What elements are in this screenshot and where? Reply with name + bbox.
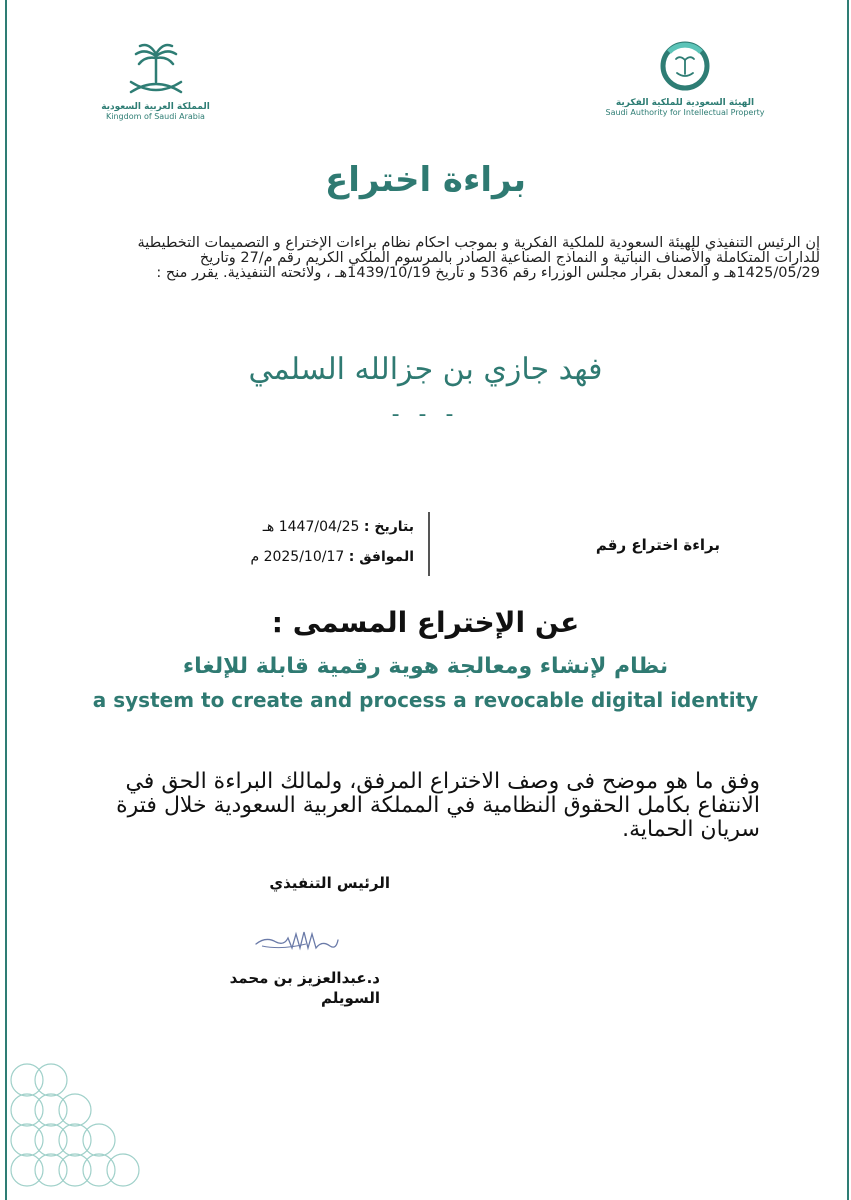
patent-number-label: براءة اختراع رقم [595,536,720,554]
palm-swords-emblem-icon [121,40,191,96]
saip-emblem-icon [657,40,713,92]
invention-heading: عن الإختراع المسمى : [271,606,580,639]
decorative-pattern [7,1040,157,1200]
saip-name-en: Saudi Authority for Intellectual Property [605,108,765,117]
date-block [230,512,430,576]
saip-logo [600,40,770,117]
hijri-date-row [230,512,414,542]
hijri-date-label: بتاريخ : [363,519,414,535]
certificate-title: براءة اختراع [325,160,526,200]
invention-title-en: a system to create and process a revocable digital identity [92,688,759,712]
separator: - - - [391,402,460,427]
gregorian-date-value: 2025/10/17 م [250,549,345,565]
preamble-text: إن الرئيس التنفيذي للهيئة السعودية للملكية الفكرية و بموجب احكام نظام براءات الإختراع و التصميمات التخطيطية للدارات المتكاملة والأصناف النباتية و النماذج الصناعية الصادر بالمرسوم الملكي الكريم رقم م/27 وتاريخ 1425/05/29هـ و المعدل بقرار مجلس الوزراء رقم 536 و تاريخ 1439/10/19هـ ، ولائحته التنفيذية. يقرر منح : [137,235,820,281]
saudi-arabia-name-ar: المملكة العربية السعودية [101,102,210,112]
gregorian-date-row [230,542,414,572]
recipient-name: فهد جازي بن جزالله السلمي [248,352,603,387]
saip-name-ar: الهيئة السعودية للملكية الفكرية [615,98,755,108]
saudi-arabia-logo [88,40,223,121]
invention-title-ar: نظام لإنشاء ومعالجة هوية رقمية قابلة للإلغاء [182,654,669,679]
gregorian-date-label: الموافق : [348,549,414,565]
grant-text: وفق ما هو موضح فى وصف الاختراع المرفق، ولمالك البراءة الحق في الانتفاع بكامل الحقوق النظامية في المملكة العربية السعودية خلال فترة سريان الحماية. [116,769,760,842]
saudi-arabia-name-en: Kingdom of Saudi Arabia [106,112,205,121]
signatory-name: د.عبدالعزيز بن محمد السويلم [229,969,380,1007]
hijri-date-value: 1447/04/25 هـ [262,519,360,535]
signatory-title: الرئيس التنفيذي [269,874,390,892]
handwritten-signature [252,918,342,958]
